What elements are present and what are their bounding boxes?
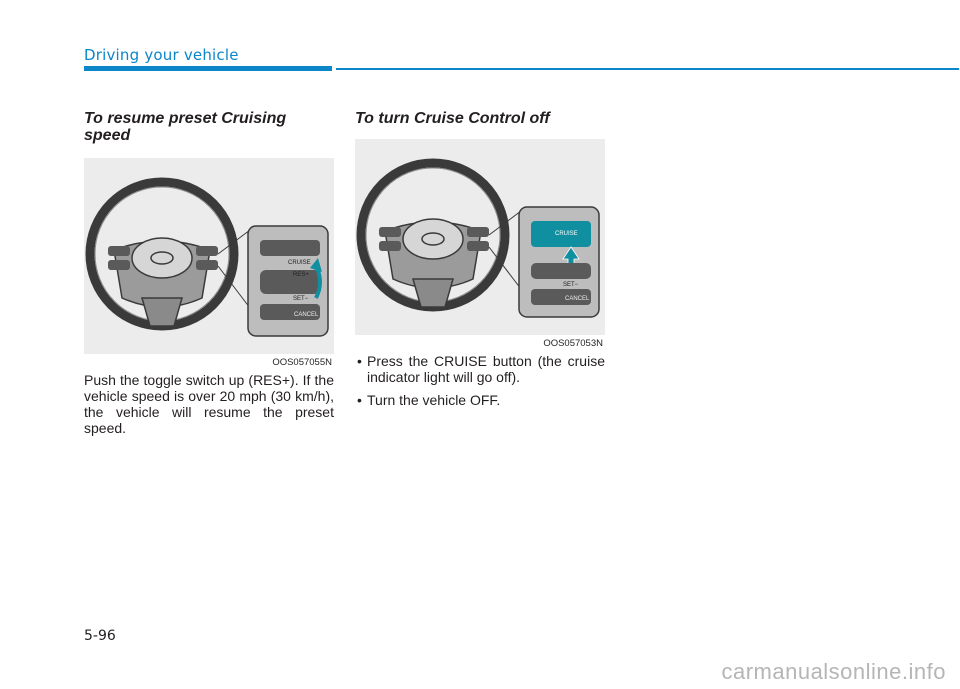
- list-item: • Turn the vehicle OFF.: [357, 392, 501, 408]
- inset-label-cancel: CANCEL: [565, 296, 590, 302]
- watermark: carmanualsonline.info: [721, 659, 946, 684]
- header-bar-thick: [84, 66, 332, 71]
- steering-wheel-illustration: [84, 158, 334, 354]
- header-bar-thin: [336, 68, 959, 70]
- inset-label-res: RES+: [293, 272, 309, 278]
- resume-figure: [84, 158, 334, 368]
- cruise-off-steps: [355, 353, 605, 408]
- bullet-glyph: •: [357, 353, 362, 369]
- inset-label-cruise: CRUISE: [555, 231, 578, 237]
- right-column: [355, 110, 605, 415]
- resume-body-text: Push the toggle switch up (RES+). If the vehicle speed is over 20 mph (30 km/h), the vehicle will resume the preset speed.: [84, 372, 334, 436]
- inset-label-cruise: CRUISE: [288, 260, 311, 266]
- cruise-off-figure: [355, 139, 605, 349]
- figure-code: OOS057053N: [543, 338, 603, 349]
- section-title: Driving your vehicle: [84, 46, 239, 64]
- inset-label-cancel: CANCEL: [294, 312, 319, 318]
- cruise-off-heading: To turn Cruise Control off: [355, 110, 550, 127]
- inset-label-set: SET−: [563, 282, 579, 288]
- bullet-glyph: •: [357, 392, 362, 408]
- resume-speed-heading: To resume preset Cruising speed: [84, 110, 287, 144]
- inset-label-set: SET−: [293, 296, 309, 302]
- steering-wheel-illustration: [355, 139, 605, 335]
- figure-code: OOS057055N: [272, 357, 332, 368]
- page-number: 5-96: [84, 628, 116, 644]
- list-item: • Press the CRUISE button (the cruise indicator light will go off).: [357, 353, 605, 385]
- left-column: [84, 110, 334, 436]
